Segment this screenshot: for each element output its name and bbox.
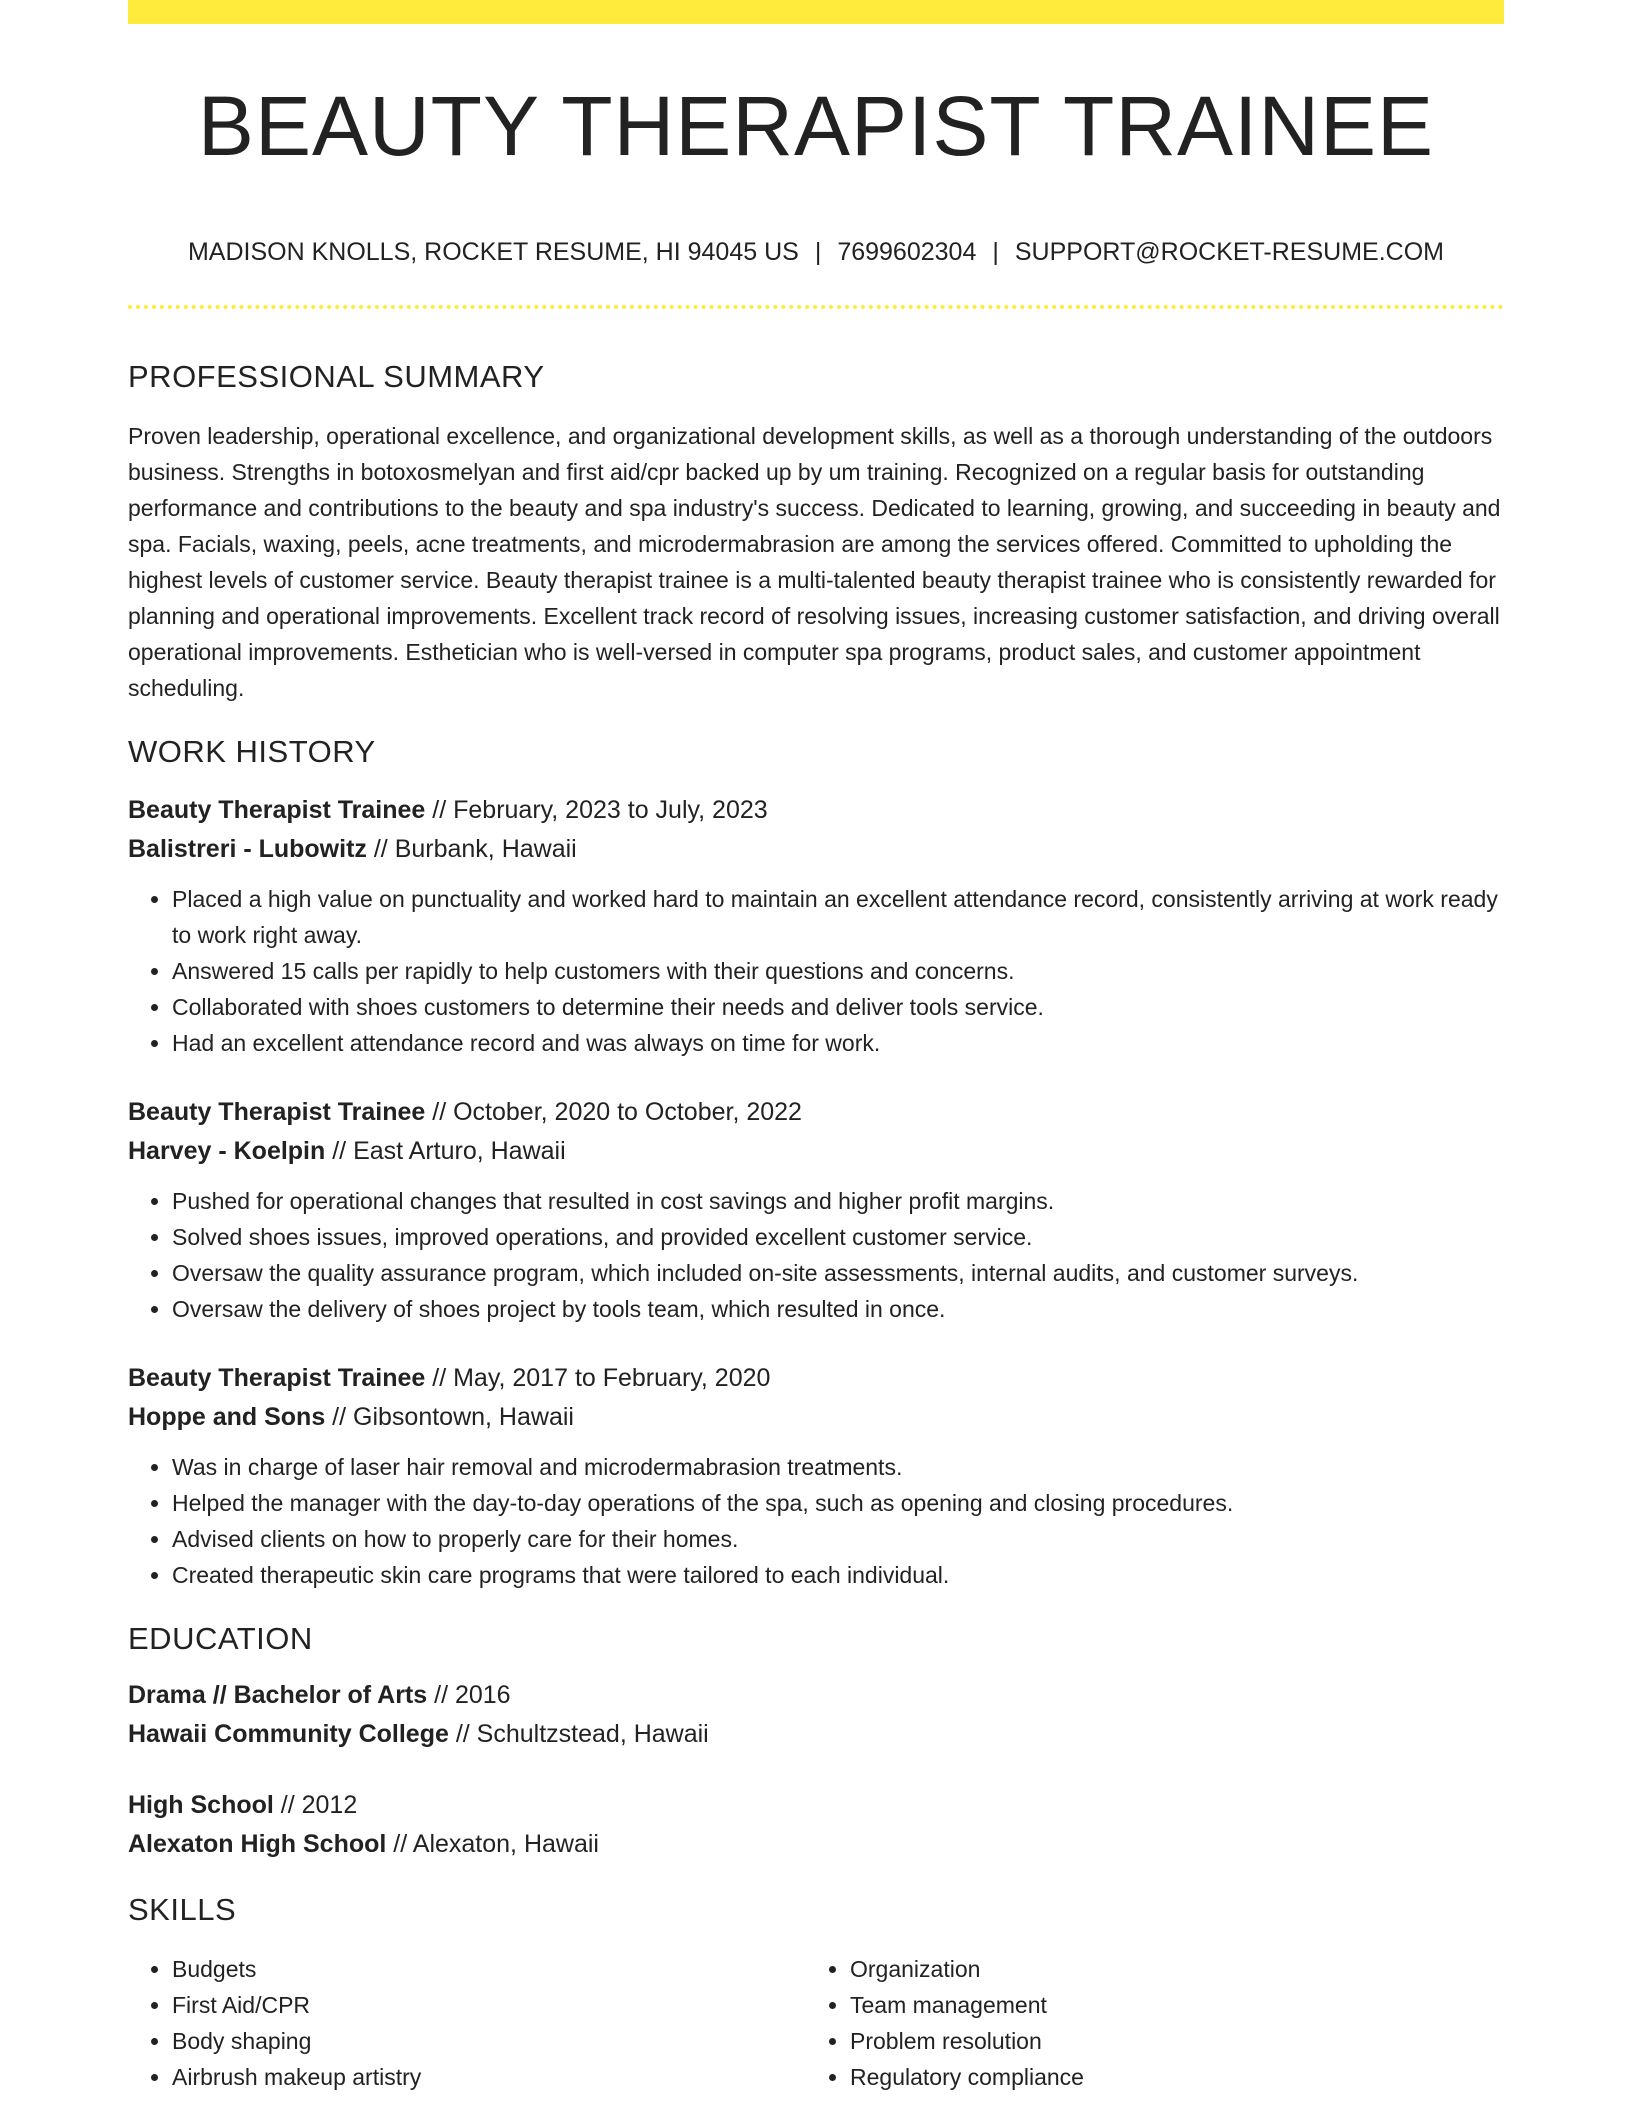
section-heading: PROFESSIONAL SUMMARY: [128, 359, 545, 394]
skill-item: • Organization: [850, 1951, 1484, 1987]
summary-section: [128, 361, 1504, 706]
skill-item: • Team management: [850, 1987, 1484, 2023]
job-company-line: [128, 1398, 1504, 1437]
list-item: • Advised clients on how to properly care for their homes.: [172, 1521, 1504, 1557]
job-dates: // May, 2017 to February, 2020: [425, 1364, 771, 1392]
section-heading: WORK HISTORY: [128, 734, 376, 769]
degree: Drama // Bachelor of Arts: [128, 1681, 428, 1709]
contact-line: [128, 240, 1504, 265]
contact-separator: |: [992, 238, 999, 266]
job-company-line: [128, 830, 1504, 869]
summary-text: Proven leadership, operational excellence, and organizational development skills, as well as a thorough understanding of the outdoors business. Strengths in botoxosmelyan and first aid/cpr backed up by um training. Recognized on a regular basis for outstanding performance and contributions to the beauty and spa industry's success. Dedicated to learning, growing, and succeeding in beauty and spa. Facials, waxing, peels, acne treatments, and microdermabrasion are among the services offered. Committed to upholding the highest levels of customer service. Beauty therapist trainee is a multi-talented beauty therapist trainee who is consistently rewarded for planning and operational improvements. Excellent track record of resolving issues, increasing customer satisfaction, and driving overall operational improvements. Esthetician who is well-versed in computer spa programs, product sales, and customer appointment scheduling.: [128, 423, 1501, 701]
list-item: • Collaborated with shoes customers to determine their needs and deliver tools service.: [172, 989, 1504, 1025]
job-company: Hoppe and Sons: [128, 1403, 326, 1431]
job-dates: // February, 2023 to July, 2023: [425, 796, 768, 824]
job-entry: [128, 1093, 1504, 1327]
job-bullets: [128, 1183, 1504, 1327]
list-item: • Was in charge of laser hair removal and microdermabrasion treatments.: [172, 1449, 1504, 1485]
job-location: // Burbank, Hawaii: [366, 835, 577, 863]
contact-address: MADISON KNOLLS, ROCKET RESUME, HI 94045 US: [187, 238, 799, 266]
skills-section: [128, 1894, 1504, 2095]
skill-item: • Body shaping: [172, 2023, 806, 2059]
school: Alexaton High School: [128, 1830, 387, 1858]
section-heading: EDUCATION: [128, 1621, 313, 1656]
job-title-line: [128, 1359, 1504, 1398]
job-location: // East Arturo, Hawaii: [325, 1137, 566, 1165]
skill-item: • First Aid/CPR: [172, 1987, 806, 2023]
list-item: • Placed a high value on punctuality and worked hard to maintain an excellent attendance record, consistently arriving at work ready to work right away.: [172, 881, 1504, 953]
list-item: • Had an excellent attendance record and was always on time for work.: [172, 1025, 1504, 1061]
education-section: [128, 1623, 1504, 1864]
list-item: • Solved shoes issues, improved operations, and provided excellent customer service.: [172, 1219, 1504, 1255]
contact-phone: 7699602304: [837, 238, 977, 266]
job-title-line: [128, 1093, 1504, 1132]
skill-item: • Problem resolution: [850, 2023, 1484, 2059]
list-item: • Oversaw the quality assurance program, which included on-site assessments, internal audits, and customer surveys.: [172, 1255, 1504, 1291]
list-item: • Pushed for operational changes that resulted in cost savings and higher profit margins.: [172, 1183, 1504, 1219]
graduation-year: // 2016: [427, 1681, 511, 1709]
degree-line: [128, 1676, 1504, 1715]
school-line: [128, 1825, 1504, 1864]
job-company-line: [128, 1132, 1504, 1171]
resume-page: [128, 0, 1504, 2095]
list-item: • Created therapeutic skin care programs that were tailored to each individual.: [172, 1557, 1504, 1593]
job-title: Beauty Therapist Trainee: [128, 1364, 426, 1392]
resume-title: BEAUTY THERAPIST TRAINEE: [197, 79, 1435, 173]
degree: High School: [128, 1791, 274, 1819]
job-company: Balistreri - Lubowitz: [128, 835, 367, 863]
skills-left-list: [128, 1951, 806, 2095]
job-title-line: [128, 791, 1504, 830]
list-item: • Answered 15 calls per rapidly to help customers with their questions and concerns.: [172, 953, 1504, 989]
skill-item: • Regulatory compliance: [850, 2059, 1484, 2095]
list-item: • Helped the manager with the day-to-day operations of the spa, such as opening and closing procedures.: [172, 1485, 1504, 1521]
list-item: • Oversaw the delivery of shoes project by tools team, which resulted in once.: [172, 1291, 1504, 1327]
section-heading: SKILLS: [128, 1892, 237, 1927]
dotted-divider: [128, 305, 1504, 309]
education-entry: [128, 1786, 1504, 1864]
contact-separator: |: [814, 238, 822, 266]
school-location: // Alexaton, Hawaii: [386, 1830, 599, 1858]
job-bullets: [128, 881, 1504, 1061]
skill-item: • Budgets: [172, 1951, 806, 1987]
school-location: // Schultzstead, Hawaii: [448, 1720, 709, 1748]
graduation-year: // 2012: [273, 1791, 358, 1819]
job-entry: [128, 791, 1504, 1061]
work-history-section: [128, 736, 1504, 1593]
top-accent-bar: [128, 0, 1504, 24]
skills-right-list: [806, 1951, 1484, 2095]
job-location: // Gibsontown, Hawaii: [325, 1403, 574, 1431]
school: Hawaii Community College: [128, 1720, 449, 1748]
job-title: Beauty Therapist Trainee: [128, 796, 426, 824]
education-entry: [128, 1676, 1504, 1754]
contact-email[interactable]: SUPPORT@ROCKET-RESUME.COM: [1014, 238, 1444, 266]
job-title: Beauty Therapist Trainee: [128, 1098, 426, 1126]
skill-item: • Airbrush makeup artistry: [172, 2059, 806, 2095]
job-entry: [128, 1359, 1504, 1593]
job-company: Harvey - Koelpin: [128, 1137, 326, 1165]
school-line: [128, 1715, 1504, 1754]
skills-columns: [128, 1951, 1504, 2095]
job-bullets: [128, 1449, 1504, 1593]
job-dates: // October, 2020 to October, 2022: [425, 1098, 802, 1126]
degree-line: [128, 1786, 1504, 1825]
